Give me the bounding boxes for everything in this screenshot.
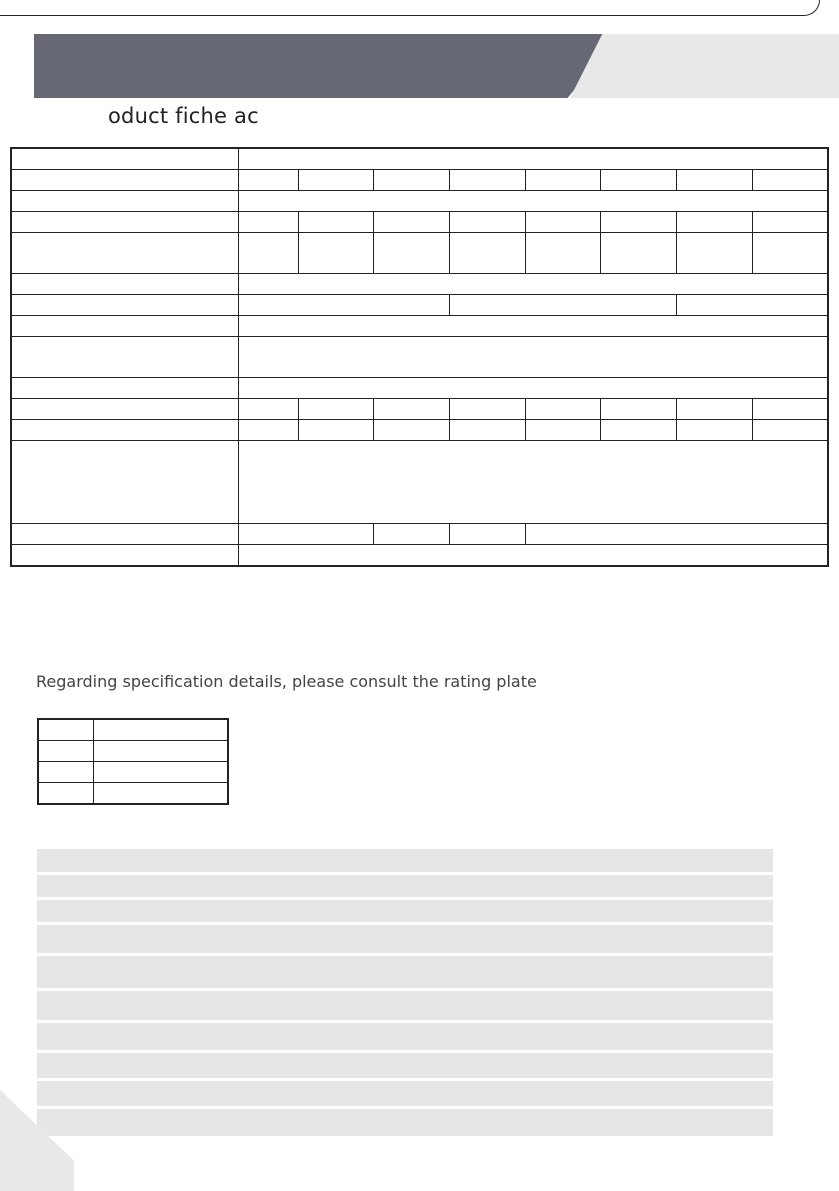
table-row: [11, 524, 828, 545]
table-row: [11, 295, 828, 316]
header-banner: [34, 34, 614, 98]
table-row: [38, 741, 228, 762]
table-row: [11, 316, 828, 337]
list-item: [37, 849, 773, 875]
list-item: [37, 1109, 773, 1136]
table-row: [11, 378, 828, 399]
grey-info-list: [37, 849, 773, 1136]
list-item: [37, 900, 773, 925]
list-item: [37, 956, 773, 991]
header-banner-tab: [570, 34, 839, 98]
list-item: [37, 1081, 773, 1109]
list-item: [37, 925, 773, 956]
table-row: [11, 233, 828, 274]
small-spec-table: [37, 718, 229, 805]
table-row: [11, 148, 828, 170]
table-row: [11, 191, 828, 212]
list-item: [37, 1023, 773, 1053]
table-row: [11, 420, 828, 441]
table-row: [38, 783, 228, 805]
table-row: [38, 719, 228, 741]
table-row: [38, 762, 228, 783]
table-row: [11, 274, 828, 295]
list-item: [37, 875, 773, 900]
page-title: oduct fiche ac: [108, 104, 259, 128]
table-row: [11, 212, 828, 233]
table-row: [11, 337, 828, 378]
table-row: [11, 399, 828, 420]
list-item: [37, 1053, 773, 1081]
product-fiche-table: [10, 147, 829, 567]
rating-plate-note: Regarding specification details, please consult the rating plate: [36, 672, 537, 691]
top-border-line: [0, 0, 820, 16]
table-row: [11, 441, 828, 524]
table-row: [11, 545, 828, 567]
table-row: [11, 170, 828, 191]
list-item: [37, 991, 773, 1023]
